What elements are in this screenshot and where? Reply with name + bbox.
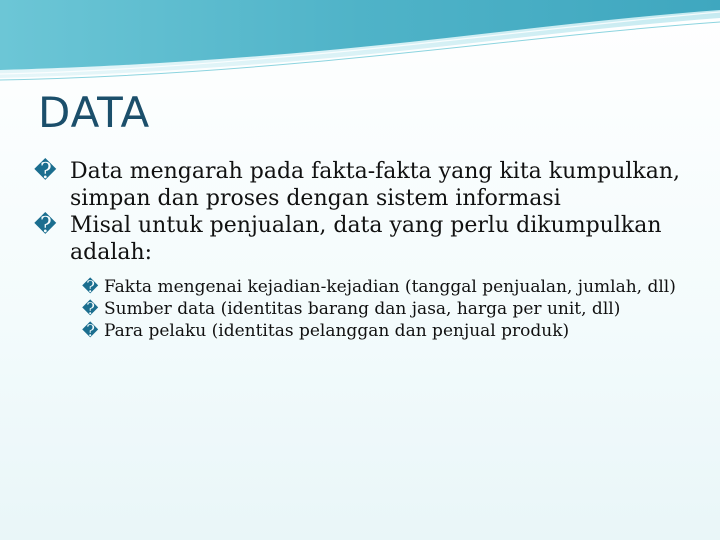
sub-bullet-text: Sumber data (identitas barang dan jasa, harga per unit, dll)	[104, 299, 621, 319]
bullet-marker-icon: �	[34, 159, 57, 184]
bullet-item	[34, 212, 694, 266]
bullet-text: Data mengarah pada fakta-fakta yang kita kumpulkan, simpan dan proses dengan sistem informasi	[70, 159, 681, 211]
bullet-text: Misal untuk penjualan, data yang perlu dikumpulkan adalah:	[70, 213, 662, 265]
sub-bullet-marker-icon: �	[82, 277, 99, 296]
sub-bullet-text: Fakta mengenai kejadian-kejadian (tanggal penjualan, jumlah, dll)	[104, 277, 676, 297]
header-wave-decoration	[0, 0, 720, 90]
sub-bullet-item	[82, 320, 694, 342]
bullet-item	[34, 158, 694, 212]
sub-bullet-text: Para pelaku (identitas pelanggan dan penjual produk)	[104, 321, 570, 341]
sub-bullet-marker-icon: �	[82, 321, 99, 340]
sub-bullet-list	[34, 276, 694, 342]
slide-body	[34, 158, 694, 342]
sub-bullet-marker-icon: �	[82, 299, 99, 318]
bullet-marker-icon: �	[34, 213, 57, 238]
slide-title: DATA	[38, 88, 151, 137]
sub-bullet-item	[82, 276, 694, 298]
sub-bullet-item	[82, 298, 694, 320]
